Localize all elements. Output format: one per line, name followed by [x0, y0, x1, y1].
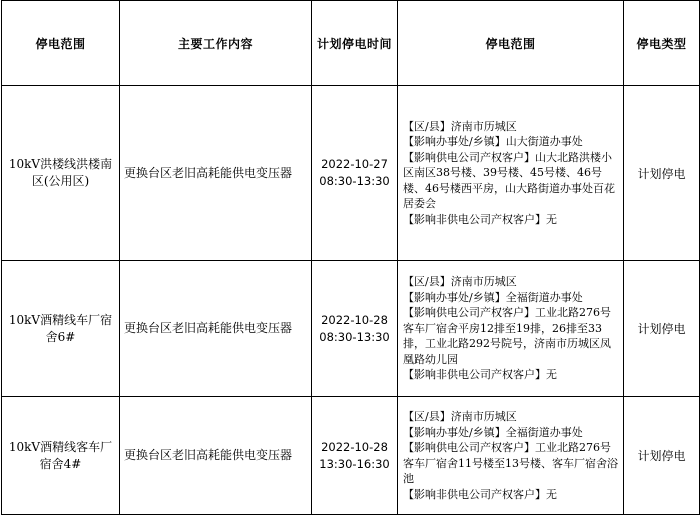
- type-cell: 计划停电: [624, 261, 700, 397]
- time-cell: [312, 261, 398, 397]
- detail-cell: [398, 397, 624, 515]
- scope-cell: 10kV洪楼线洪楼南区(公用区): [2, 86, 120, 261]
- detail-company-customers: 【影响供电公司产权客户】工业北路276号客车厂宿舍平房12排至19排，26排至33排，工业北路292号院号，济南市历城区凤凰路幼儿园: [403, 306, 611, 366]
- outage-date: 2022-10-28: [321, 312, 388, 327]
- detail-company-customers: 【影响供电公司产权客户】山大北路洪楼小区南区38号楼、39号楼、45号楼、46号楼、46号楼西平房，山大路街道办事处百花居委会: [403, 150, 615, 211]
- table-row: [2, 86, 700, 261]
- detail-noncompany-customers: 【影响非供电公司产权客户】无: [403, 212, 557, 226]
- type-cell: 计划停电: [624, 397, 700, 515]
- scope-cell: 10kV酒精线客车厂宿舍4#: [2, 397, 120, 515]
- work-cell: 更换台区老旧高耗能供电变压器: [120, 86, 312, 261]
- work-cell: 更换台区老旧高耗能供电变压器: [120, 261, 312, 397]
- header-type: 停电类型: [624, 1, 700, 86]
- header-time: 计划停电时间: [312, 1, 398, 86]
- detail-district: 【区/县】济南市历城区: [403, 410, 517, 423]
- detail-district: 【区/县】济南市历城区: [403, 119, 517, 133]
- detail-office: 【影响办事处/乡镇】全福街道办事处: [403, 290, 583, 304]
- detail-company-customers: 【影响供电公司产权客户】工业北路276号客车厂宿舍11号楼至13号楼、客车厂宿舍浴池: [403, 441, 618, 485]
- scope-cell: 10kV酒精线车厂宿舍6#: [2, 261, 120, 397]
- outage-date: 2022-10-27: [321, 157, 388, 171]
- detail-noncompany-customers: 【影响非供电公司产权客户】无: [403, 487, 557, 501]
- header-row: [2, 1, 700, 86]
- detail-cell: [398, 86, 624, 261]
- outage-hours: 08:30-13:30: [319, 174, 390, 188]
- detail-office: 【影响办事处/乡镇】山大街道办事处: [403, 135, 583, 149]
- detail-noncompany-customers: 【影响非供电公司产权客户】无: [403, 368, 557, 382]
- outage-hours: 08:30-13:30: [319, 329, 390, 344]
- detail-cell: [398, 261, 624, 397]
- detail-district: 【区/县】济南市历城区: [403, 275, 517, 289]
- header-scope: 停电范围: [2, 1, 120, 86]
- work-cell: 更换台区老旧高耗能供电变压器: [120, 397, 312, 515]
- type-cell: 计划停电: [624, 86, 700, 261]
- table-row: [2, 261, 700, 397]
- header-work: 主要工作内容: [120, 1, 312, 86]
- outage-date: 2022-10-28: [321, 439, 388, 454]
- header-detail: 停电范围: [398, 1, 624, 86]
- time-cell: [312, 86, 398, 261]
- outage-table: [1, 0, 700, 515]
- time-cell: [312, 397, 398, 515]
- detail-office: 【影响办事处/乡镇】全福街道办事处: [403, 425, 583, 439]
- outage-hours: 13:30-16:30: [319, 456, 390, 471]
- table-row: [2, 397, 700, 515]
